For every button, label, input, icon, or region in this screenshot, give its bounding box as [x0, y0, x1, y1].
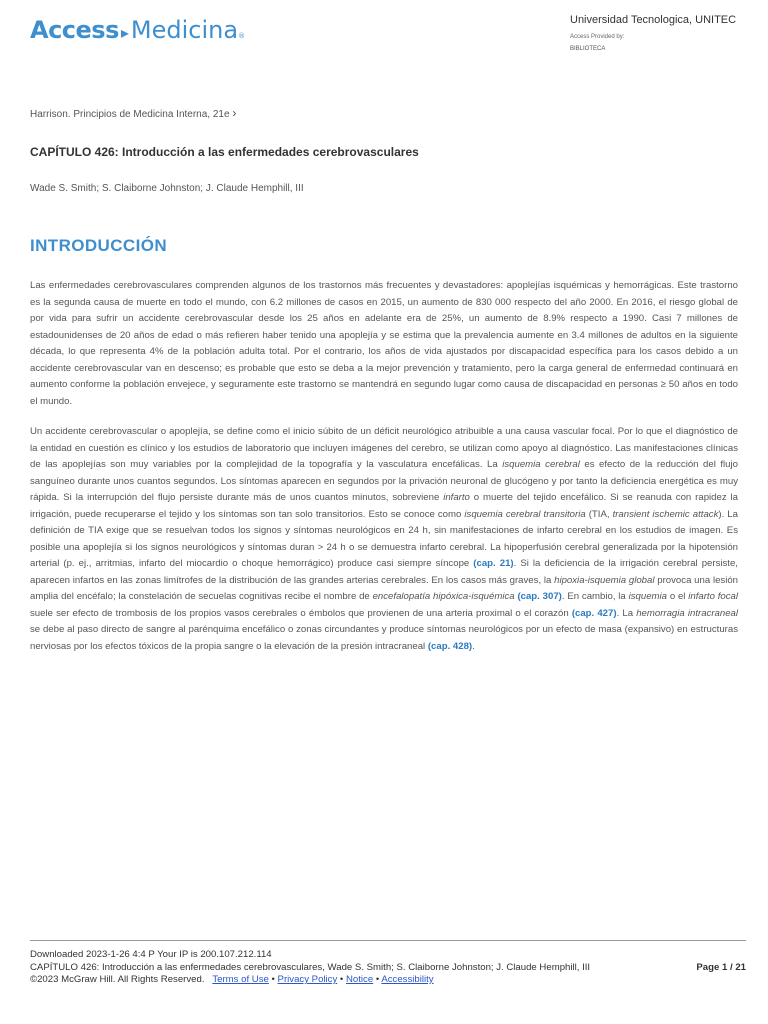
chevron-right-icon: › [232, 106, 237, 120]
footer-citation: CAPÍTULO 426: Introducción a las enfermedades cerebrovasculares, Wade S. Smith; S. Claiborne Johnston; J. Claude Hemphill, III [30, 961, 591, 973]
p2-text: . La [616, 607, 637, 619]
accessibility-link[interactable]: Accessibility [381, 974, 434, 985]
p2-term: transient ischemic attack [612, 508, 719, 520]
chapter-link-428[interactable]: (cap. 428) [427, 640, 473, 652]
notice-link[interactable]: Notice [345, 974, 374, 985]
access-provided-label: Access Provided by: [570, 34, 625, 40]
breadcrumb[interactable] [30, 106, 236, 120]
paragraph-2: Un accidente cerebrovascular o apoplejía, se define como el inicio súbito de un déficit neurológico atribuible a una causa vascular focal. Por lo que el diagnóstico de la entidad en cuestión es clínico y los estudios de laboratorio que incluyen imágenes del cerebro, se utilizan como apoyo al diagnóstico. Las manifestaciones clínicas de las apoplejías son muy variables por la complejidad de la topografía y la vasculatura encefálicas. La isquemia cerebral es efecto de la reducción del flujo sanguíneo durante unos cuantos segundos. Los síntomas aparecen en segundos por la privación neuronal de glucógeno y por tanto la deficiencia energética es muy rápida. Si la interrupción del flujo persiste durante más de unos cuantos minutos, sobreviene infarto o muerte del tejido encefálico. Si se reanuda con rapidez la irrigación, puede recuperarse el tejido y los síntomas son tan solo transitorios. Esto se conoce como isquemia cerebral transitoria (TIA, transient ischemic attack). La definición de TIA exige que se resuelvan todos los signos y síntomas neurológicos en 24 h, sin manifestaciones de infarto cerebral en los estudios de imagen. Es posible una apoplejía si los signos neurológicos y síntomas duran > 24 h o se demuestra infarto cerebral. La hipoperfusión cerebral generalizada por la hipotensión arterial (p. ej., arritmias, infarto del miocardio o choque hemorrágico) produce casi siempre síncope (cap. 21). Si la deficiencia de la irrigación cerebral persiste, aparecen infartos en las zonas limítrofes de la distribución de las grandes arterias cerebrales. En los casos más graves, la hipoxia-isquemia global provoca una lesión amplia del encéfalo; la constelación de secuelas cognitivas recibe el nombre de encefalopatía hipóxica-isquémica (cap. 307). En cambio, la isquemia o el infarto focal suele ser efecto de trombosis de los propios vasos cerebrales o émbolos que provienen de una arteria proximal o el corazón (cap. 427). La hemorragia intracraneal se debe al paso directo de sangre al parénquima encefálico o zonas circundantes y produce síntomas neurológicos por un efecto de masa (expansivo) en estructuras nerviosas por los efectos tóxicos de la propia sangre o la elevación de la presión intracraneal (cap. 428). [30, 426, 739, 652]
p2-term: isquemia [628, 591, 667, 602]
trademark-icon: ® [238, 32, 246, 40]
authors: Wade S. Smith; S. Claiborne Johnston; J. Claude Hemphill, III [30, 183, 304, 194]
download-info: Downloaded 2023-1-26 4:4 P Your IP is 200.107.212.114 [30, 949, 272, 960]
p2-term: infarto [443, 492, 470, 503]
article-body [30, 278, 738, 669]
chapter-link-427[interactable]: (cap. 427) [571, 607, 617, 619]
chapter-link-307[interactable]: (cap. 307) [517, 591, 562, 602]
separator: • [373, 974, 382, 985]
p2-term: hemorragia intracraneal [636, 607, 739, 619]
page-indicator: Page 1 / 21 [696, 961, 746, 973]
library-logo: BIBLIOTECA [570, 46, 606, 52]
copyright: ©2023 McGraw Hill. All Rights Reserved. [30, 974, 205, 985]
page-footer [30, 940, 746, 987]
section-title: INTRODUCCIÓN [30, 236, 168, 255]
p2-term: infarto focal [688, 591, 739, 602]
p2-term: encefalopatía hipóxica-isquémica [372, 591, 515, 602]
p2-text: provoca una lesión amplia del encéfalo; la constelación de secuelas cognitivas recibe el nombre de [30, 574, 739, 602]
p2-text: . En cambio, la [561, 591, 629, 602]
p2-text: ). La definición de TIA exige que se resuelvan todos los signos y síntomas neurológicos en 24 h, sin manifestaciones de infarto cerebral en los estudios de imagen. Es posible una apoplejía si los signos neurológicos y síntomas duran > 24 h o se demuestra infarto cerebral. La hipoperfusión cerebral generalizada por la hipotensión arterial (p. ej., arritmias, infarto del miocardio o choque hemorrágico) produce casi siempre síncope [30, 508, 738, 569]
p2-text: es efecto de la reducción del flujo sanguíneo durante unos cuantos segundos. Los síntomas aparecen en segundos por la privación neuronal de glucógeno y por tanto la deficiencia energética es muy rápida. Si la interrupción del flujo persiste durante más de unos cuantos minutos, sobreviene [30, 459, 738, 503]
logo-medicina-text: Medicina [130, 16, 239, 44]
paragraph-1: Las enfermedades cerebrovasculares comprenden algunos de los trastornos más frecuentes y devastadores: apoplejías isquémicas y hemorrágicas. Este trastorno es la segunda causa de muerte en todo el mundo, con 6.2 millones de casos en 2015, un aumento de 830 000 respecto del año 2000. En 2016, el riesgo global de por vida para sufrir un accidente cerebrovascular desde los 25 años en adelante era de 25%, un aumento de 8.9% respecto a 1990. Casi 7 millones de estadounidenses de 20 años de edad o más refieren haber tenido una apoplejía y se estima que la prevalencia aumente en 3.4 millones de adultos en la siguiente década, lo que representa 4% de la población adulta total. Por el contrario, los años de vida ajustados por discapacidad específica para los casos debido a un accidente cerebrovascular van en descenso; es probable que esto se deba a la mejor prevención y tratamiento, pero la carga general de enfermedad continuará en aumento conforme la población envejece, y seguramente este trastorno se mantendrá en segundo lugar como causa de discapacidad en personas ≥ 50 años en todo el mundo. [30, 280, 738, 407]
p2-text: Un accidente cerebrovascular o apoplejía, se define como el inicio súbito de un déficit neurológico atribuible a una causa vascular focal. Por lo que el diagnóstico de la entidad en cuestión es clínico y los estudios de laboratorio que incluyen imágenes del cerebro, se utilizan como apoyo al diagnóstico. Las manifestaciones clínicas de las apoplejías son muy variables por la complejidad de la topografía y la vasculatura encefálicas. La [30, 426, 738, 470]
institution-block [570, 14, 740, 52]
separator: • [337, 974, 346, 985]
p2-text: se debe al paso directo de sangre al parénquima encefálico o zonas circundantes y produce síntomas neurológicos por un efecto de masa (expansivo) en estructuras nerviosas por los efectos tóxicos de la propia sangre o la elevación de la presión intracraneal [30, 624, 738, 652]
access-medicina-logo[interactable] [30, 16, 245, 44]
p2-text: . Si la deficiencia de la irrigación cerebral persiste, aparecen infartos en las zonas limítrofes de la distribución de las grandes arterias cerebrales. En los casos más graves, la [30, 558, 738, 586]
p2-text: suele ser efecto de trombosis de los propios vasos cerebrales o émbolos que provienen de una arteria proximal o el corazón [30, 607, 572, 619]
p2-text: (TIA, [585, 508, 613, 520]
p2-text: o el [667, 591, 689, 602]
chapter-link-21[interactable]: (cap. 21) [473, 558, 514, 569]
logo-access-text: Access [30, 16, 119, 44]
chapter-title: CAPÍTULO 426: Introducción a las enfermedades cerebrovasculares [30, 145, 419, 159]
privacy-link[interactable]: Privacy Policy [277, 974, 338, 985]
p2-text: o muerte del tejido encefálico. Si se reanuda con rapidez la irrigación, puede recuperarse el tejido y los síntomas son tan solo transitorios. Esto se conoce como [30, 492, 739, 520]
terms-link[interactable]: Terms of Use [212, 974, 269, 985]
p2-term: isquemia cerebral transitoria [464, 508, 586, 520]
p2-term: isquemia cerebral [502, 459, 580, 470]
logo-arrow-icon: ▸ [120, 23, 129, 42]
separator: • [268, 974, 278, 985]
institution-name: Universidad Tecnologica, UNITEC [570, 14, 737, 26]
p2-term: hipoxia-isquemia global [554, 574, 655, 586]
breadcrumb-book[interactable]: Harrison. Principios de Medicina Interna, 21e [30, 109, 230, 120]
